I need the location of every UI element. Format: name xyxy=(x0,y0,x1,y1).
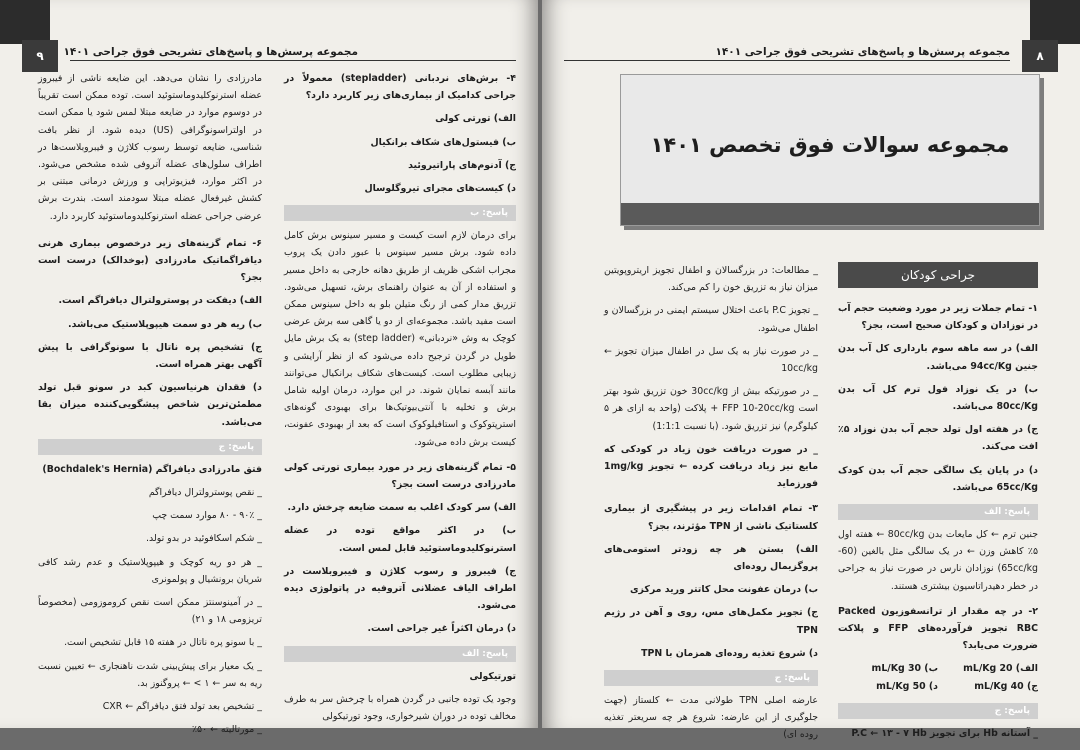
answer-bar: پاسخ: الف xyxy=(838,504,1038,520)
right-page-right-column xyxy=(838,300,1038,748)
option-b: ب) ریه هر دو سمت هیپوپلاستیک می‌باشد. xyxy=(68,318,262,330)
option-b: ب) در یک نوزاد فول ترم کل آب بدن 80cc/Kg می‌باشد. xyxy=(838,383,1038,413)
option-b: ب) در اکثر مواقع توده در عضله استرنوکلیدوماستوئید قابل لمس است. xyxy=(284,525,516,554)
option-a: الف) سر کودک اغلب به سمت ضایعه چرخش دارد. xyxy=(287,502,516,514)
option-c: ج) 40 mL/Kg xyxy=(974,680,1038,692)
list-item: _ نقص پوسترولترال دیافراگم xyxy=(148,487,262,499)
list-item: _ با سونو پره ناتال در هفته ۱۵ قابل تشخیص است. xyxy=(64,637,262,649)
running-header: مجموعه پرسش‌ها و پاسخ‌های تشریحی فوق جراحی ۱۴۰۱ xyxy=(715,46,1010,58)
explanation: جنین ترم ← کل مایعات بدن 80cc/kg ← هفته اول ۵٪ کاهش وزن ← در یک سالگی مثل بالغین (60-65cc/kg) نوزادان نارس در صورت نیاز به جراحی در خطر دهیدراتاسیون بیشتری هستند. xyxy=(838,529,1038,592)
option-c: ج) در هفته اول تولد حجم آب بدن نوزاد ۵٪ افت می‌کند. xyxy=(838,424,1038,453)
chapter-title: مجموعه سوالات فوق تخصص ۱۴۰۱ xyxy=(650,133,1010,157)
option-c: ج) تشخیص پره ناتال با سونوگرافی با پیش آگهی بهتر همراه است. xyxy=(38,341,262,371)
title-stripe xyxy=(621,203,1039,225)
list-item: _ شکم اسکافوئید در بدو تولد. xyxy=(145,533,262,545)
subheading: تورتیکولی xyxy=(469,670,516,682)
option-b: ب) فیستول‌های شکاف برانکیال xyxy=(370,136,516,148)
note: _ در صورت نیاز به یک سل در اطفال میزان تجویز ← 10cc/kg xyxy=(604,345,818,375)
explanation: وجود یک توده جانبی در گردن همراه با چرخش سر به طرف مخالف توده در دوران شیرخواری، وجود تورتیکولی xyxy=(284,693,516,723)
left-page-left-column xyxy=(38,70,262,745)
note: _ تجویز P.C باعث اختلال سیستم ایمنی در بزرگسالان و اطفال می‌شود. xyxy=(604,305,819,334)
option-c: ج) تجویز مکمل‌های مس، روی و آهن در رژیم TPN xyxy=(604,607,818,636)
option-d: د) کیست‌های مجرای تیروگلوسال xyxy=(364,183,516,195)
header-bar xyxy=(1030,0,1080,44)
explanation: عارضه اصلی TPN طولانی مدت ← کلستاز (جهت جلوگیری از این عارضه: شروع هر چه سریعتر تغذیه روده ای) xyxy=(604,695,818,741)
question-2: ۲- در چه مقدار از ترانسفوزیون Packed RBC تجویز فرآورده‌های FFP و پلاکت ضرورت می‌یابد؟ xyxy=(838,605,1039,652)
header-bar xyxy=(0,0,50,44)
option-a: الف) 20 mL/Kg xyxy=(963,663,1038,675)
option-d: د) 50 mL/Kg xyxy=(876,680,938,692)
note: _ در صورتیکه بیش از 30cc/kg خون تزریق شود بهتر است FFP 10-20cc/kg + پلاکت (واحد به ازای هر ۵ کیلوگرم) نیز تزریق شود. (با نسبت 1:1:1) xyxy=(604,386,819,432)
option-d: د) شروع تغذیه روده‌ای همزمان با TPN xyxy=(641,647,818,659)
explanation: _ آستانه Hb برای تجویز P.C ← ۱۳ - ۷ Hb xyxy=(851,727,1038,739)
option-a: الف) بستن هر چه زودتر استومی‌های پروگزیمال روده‌ای xyxy=(604,543,818,573)
header-rule xyxy=(564,60,1010,61)
option-a: الف) در سه ماهه سوم بارداری کل آب بدن جنین 94cc/Kg می‌باشد. xyxy=(838,343,1038,372)
right-page-left-column xyxy=(604,262,818,750)
answer-bar: پاسخ: ج xyxy=(38,439,262,455)
option-d: د) درمان اکثراً غیر جراحی است. xyxy=(367,623,516,635)
section-heading: جراحی کودکان xyxy=(838,262,1038,288)
right-page xyxy=(542,0,1080,741)
answer-bar: پاسخ: ج xyxy=(604,670,818,686)
page-number: ۹ xyxy=(22,40,58,72)
list-item: _ تشخیص بعد تولد فتق دیافراگم ← CXR xyxy=(102,701,262,713)
option-c: ج) آدنوم‌های پاراتیروئید xyxy=(408,159,516,171)
list-item: _ ۹۰٪ - ۸۰ موارد سمت چپ xyxy=(152,510,262,522)
question-4: ۴- برش‌های نردبانی (stepladder) معمولاً در جراحی کدامیک از بیماری‌های زیر کاربرد دارد؟ xyxy=(284,73,516,102)
question-1: ۱- تمام جملات زیر در مورد وضعیت حجم آب در نوزادان و کودکان صحیح است، بجز؟ xyxy=(838,303,1038,332)
option-d: د) در پایان یک سالگی حجم آب بدن کودک 65cc/Kg می‌باشد. xyxy=(838,464,1038,493)
question-5: ۵- تمام گزینه‌های زیر در مورد بیماری تورتی کولی مادرزادی درست است بجز؟ xyxy=(284,461,516,491)
subheading: فتق مادرزادی دیافراگم (Bochdalek's Hernia) xyxy=(42,463,262,475)
page-number: ۸ xyxy=(1022,40,1058,72)
question-3: ۳- تمام اقدامات زیر در پیشگیری از بیماری کلستاتیک ناشی از TPN مؤثرند، بجز؟ xyxy=(604,503,818,532)
answer-bar: پاسخ: ب xyxy=(284,205,516,221)
option-a: الف) تورتی کولی xyxy=(435,113,516,125)
answer-bar: پاسخ: ج xyxy=(838,703,1038,719)
options-grid xyxy=(838,660,1038,694)
left-page-right-column xyxy=(284,70,516,731)
option-b: ب) 30 mL/Kg xyxy=(871,663,938,675)
list-item: _ در آمینوسنتز ممکن است نقص کروموزومی (مخصوصاً تریزومی ۱۸ و ۲۱) xyxy=(38,597,262,626)
explanation: برای درمان لازم است کیست و مسیر سینوس برش کامل داده شود. برش مسیر سینوس با عبور دادن یک پروب مجراب اشکی ظریف از طریق دهانه خارجی به داخل مسیر و استفاده از آن به عنوان راهنمای برش، تسهیل می‌شود. تزریق مدار کمی از رنگ متیلن بلو به داخل سینوس ممکن است مفید باشد. مجموعه‌ای از دو یا گاهی سه برش عرضی کوچک به وش «نردبانی» (step ladder) به یک برش مایل طویل در گردن ترجیح داده می‌شود که از نظر آرایشی و زیبایی مطلوب است. کیست‌های شکاف برانکیال می‌توانند مانند آبسه نمایان شوند. در این موارد، درمان اولیه شامل برش و تخلیه با آنتی‌بیوتیک‌ها برای بهبودی گونه‌های استرپتوکوک و استافیلوکوک است که بعد از بهبودی عفونت، کیست برش داده می‌شود. xyxy=(284,230,516,448)
answer-bar: پاسخ: الف xyxy=(284,646,516,662)
list-item: _ یک معیار برای پیش‌بینی شدت ناهنجاری ← تعیین نسبت ریه به سر ← ۱ > ← پروگنوز بد. xyxy=(38,660,262,689)
paragraph: مادرزادی را نشان می‌دهد. این ضایعه ناشی از فیبروز عضله استرنوکلیدوماستوئید است. توده ممکن است تقریباً در دوسوم موارد در ضایعه مبتلا لمس شود یا ممکن است در اولتراسونوگرافی (US) دیده شود. از نظر بافت شناسی، ضایعه توسط رسوب کلاژن و فیبروبلاست‌ها در اطراف سلول‌های عضله آتروفی شده مشخص می‌شود. در اکثر موارد، فیزیوتراپی و ورزش درمانی مبتنی بر کشش غیرفعال عضله مبتلا سودمند است. بندرت برش عرضی جراحی عضله استرنوکلیدوماستوئید کاربرد دارد. xyxy=(38,73,262,222)
note: _ در صورت دریافت خون زیاد در کودکی که مایع نیز زیاد دریافت کرده ← تجویز 1mg/kg فورزماید xyxy=(604,443,818,490)
option-c: ج) فیبروز و رسوب کلاژن و فیبروبلاست در اطراف الیاف عضلانی آتروفیه در پاتولوژی دیده می‌شود. xyxy=(284,565,516,612)
list-item: _ مورتالیته ← ۵۰٪ xyxy=(191,724,262,736)
option-a: الف) دیفکت در پوسترولترال دیافراگم است. xyxy=(58,295,262,307)
header-rule xyxy=(70,60,516,61)
left-page xyxy=(0,0,538,736)
option-b: ب) درمان عفونت محل کاتتر ورید مرکزی xyxy=(629,584,818,596)
running-header: مجموعه پرسش‌ها و پاسخ‌های تشریحی فوق جراحی ۱۴۰۱ xyxy=(63,46,358,58)
option-d: د) فقدان هرنیاسیون کبد در سونو قبل تولد مطمئن‌ترین شاخص پیشگویی‌کننده میزان بقا می‌باشد. xyxy=(38,382,262,428)
chapter-title-box xyxy=(620,74,1040,226)
note: _ مطالعات: در بزرگسالان و اطفال تجویز اریتروپویتین میزان نیاز به تزریق خون را کم می‌کند. xyxy=(604,265,818,294)
question-6: ۶- تمام گزینه‌های زیر درخصوص بیماری هرنی دیافراگماتیک مادرزادی (بوخدالک) درست است بجز؟ xyxy=(38,237,262,284)
list-item: _ هر دو ریه کوچک و هیپوپلاستیک و عدم رشد کافی شریان برونشیال و پولمونری xyxy=(38,556,262,585)
